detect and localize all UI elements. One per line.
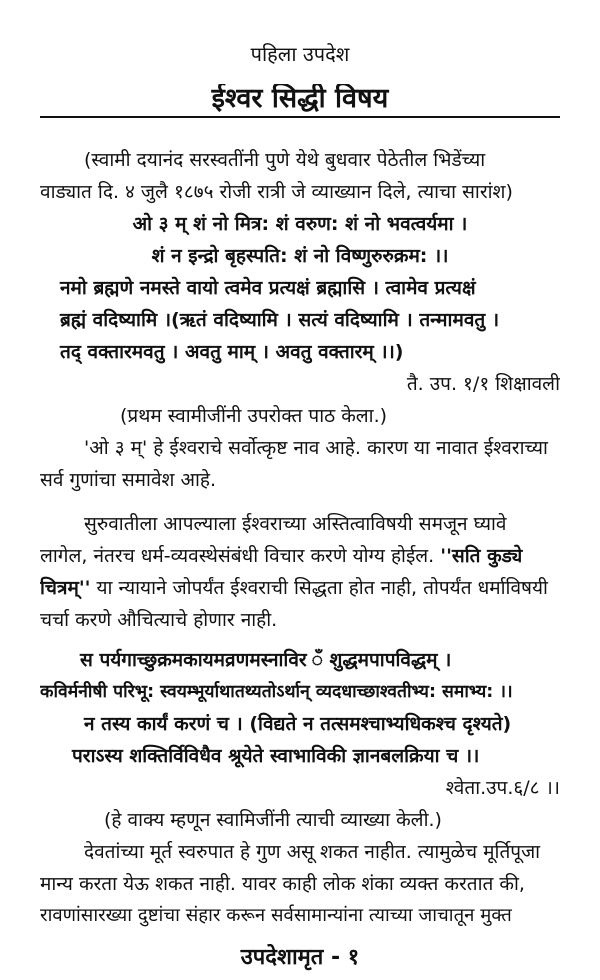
mantra2-line-1: स पर्यगाच्छुक्रमकायमव्रणमस्नाविर ँ शुद्धमपापविद्धम् । bbox=[80, 649, 452, 671]
mantra1-line-5: तद् वक्तारमवतु । अवतु माम् । अवतु वक्तारम् ।।) bbox=[60, 341, 404, 363]
page-footer: उपदेशामृत - १ bbox=[240, 945, 360, 970]
para2-line-2 bbox=[40, 544, 560, 568]
quoted-phrase-part-2: चित्रम्'' bbox=[40, 577, 91, 599]
para3-line-2: मान्य करता येऊ शकत नाही. यावर काही लोक शंका व्यक्त करतात की, bbox=[40, 873, 525, 895]
note-1: (प्रथम स्वामीजींनी उपरोक्त पाठ केला.) bbox=[120, 405, 388, 427]
mantra2-line-4: पराऽस्य शक्तिर्विविधैव श्रूयेते स्वाभाविकी ज्ञानबलक्रिया च ।। bbox=[72, 745, 480, 767]
para1-line-2: सर्व गुणांचा समावेश आहे. bbox=[40, 469, 217, 491]
mantra2-reference: श्वेता.उप.६/८ ।। bbox=[445, 777, 560, 799]
mantra2-line-2: कविर्मनीषी परिभू: स्वयम्भूर्याथातथ्यतोऽर्थान् व्यदधाच्छाश्वतीभ्य: समाभ्य: ।। bbox=[40, 682, 513, 702]
para3-line-3: रावणांसारख्या दुष्टांचा संहार करून सर्वसामान्यांना त्याच्या जाचातून मुक्त bbox=[40, 905, 512, 926]
section-label: पहिला उपदेश bbox=[250, 42, 350, 66]
para2-line-1: सुरुवातीला आपल्याला ईश्वराच्या अस्तित्वाविषयी समजून घ्यावे bbox=[84, 513, 507, 535]
note-2: (हे वाक्य म्हणून स्वामिजींनी त्याची व्याख्या केली.) bbox=[104, 809, 442, 831]
para2-line-3-text: या न्यायाने जोपर्यंत ईश्वराची सिद्धता होत नाही, तोपर्यंत धर्माविषयी bbox=[90, 577, 548, 599]
para1-line-1: 'ओ ३ म्' हे ईश्वराचे सर्वोत्कृष्ट नाव आहे. कारण या नावात ईश्वराच्या bbox=[84, 437, 548, 459]
mantra1-line-2: शं न इन्द्रो बृहस्पति: शं नो विष्णुरुरुक्रम: ।। bbox=[151, 245, 449, 267]
mantra1-line-3: नमो ब्रह्मणे नमस्ते वायो त्वमेव प्रत्यक्षं ब्रह्मासि । त्वामेव प्रत्यक्षं bbox=[60, 277, 476, 299]
title-underline bbox=[40, 116, 560, 118]
intro-line-2: वाड्यात दि. ४ जुलै १८७५ रोजी रात्री जे व्याख्यान दिले, त्याचा सारांश) bbox=[40, 181, 513, 203]
quoted-phrase-part-1: ''सति कुड्ये bbox=[440, 545, 523, 567]
intro-line-1: (स्वामी दयानंद सरस्वतींनी पुणे येथे बुधवार पेठेतील भिडेंच्या bbox=[84, 149, 486, 171]
para2-line-2-text: लागेल, नंतरच धर्म-व्यवस्थेसंबंधी विचार करणे योग्य होईल. bbox=[40, 545, 441, 567]
mantra2-line-3: न तस्य कार्यं करणं च । (विद्यते न तत्समश्चाभ्यधिकश्च दृश्यते) bbox=[84, 713, 512, 735]
mantra1-reference: तै. उप. १/१ शिक्षावली bbox=[406, 373, 560, 395]
para3-line-1: देवतांच्या मूर्त स्वरुपात हे गुण असू शकत नाहीत. त्यामुळेच मूर्तिपूजा bbox=[84, 841, 541, 863]
para2-line-4: चर्चा करणे औचित्याचे होणार नाही. bbox=[40, 609, 278, 631]
mantra1-line-1: ओ ३ म् शं नो मित्र: शं वरुण: शं नो भवत्वर्यमा । bbox=[132, 213, 468, 235]
para2-line-3 bbox=[40, 576, 560, 600]
mantra1-line-4: ब्रह्मं वदिष्यामि ।(ऋतं वदिष्यामि । सत्यं वदिष्यामि । तन्मामवतु । bbox=[60, 309, 500, 331]
page-title: ईश्वर सिद्धी विषय bbox=[211, 84, 389, 114]
